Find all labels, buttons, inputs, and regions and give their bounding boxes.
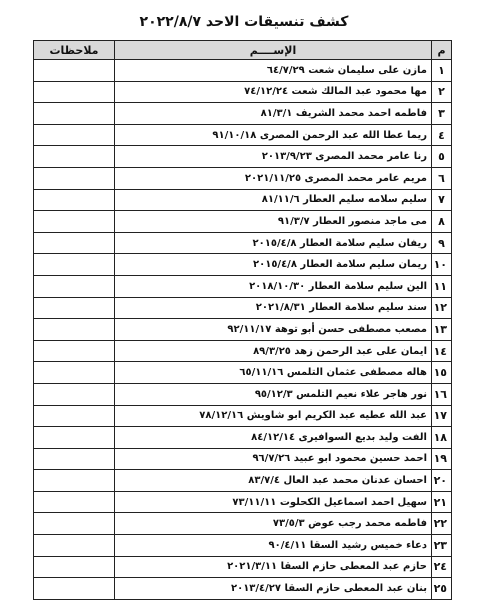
table-row <box>34 124 452 146</box>
row-number: ٢٢ <box>432 513 452 535</box>
row-number: ٨ <box>432 211 452 233</box>
table-row <box>34 427 452 449</box>
row-name: هاله مصطفى عثمان التلمس ٦٥/١١/١٦ <box>115 362 432 384</box>
row-name: عبد الله عطيه عبد الكريم ابو شاويش ٧٨/١٢/١٦ <box>115 405 432 427</box>
row-number: ٢ <box>432 81 452 103</box>
table-row <box>34 578 452 600</box>
row-name: سليم سلامه سليم العطار ٨١/١١/٦ <box>115 189 432 211</box>
row-number: ٢٠ <box>432 470 452 492</box>
row-number: ١٤ <box>432 340 452 362</box>
row-notes <box>34 275 115 297</box>
row-notes <box>34 513 115 535</box>
row-notes <box>34 405 115 427</box>
row-name: احمد حسين محمود ابو عبيد ٩٦/٧/٢٦ <box>115 448 432 470</box>
table-row <box>34 167 452 189</box>
row-number: ١٠ <box>432 254 452 276</box>
header-num: م <box>432 41 452 60</box>
row-name: حازم عبد المعطى حازم السقا ٢٠٢١/٣/١١ <box>115 556 432 578</box>
table-row <box>34 60 452 82</box>
table-row <box>34 189 452 211</box>
row-notes <box>34 167 115 189</box>
row-notes <box>34 578 115 600</box>
row-notes <box>34 470 115 492</box>
row-number: ٢١ <box>432 491 452 513</box>
table-row <box>34 448 452 470</box>
row-number: ٢٤ <box>432 556 452 578</box>
row-number: ٢٣ <box>432 535 452 557</box>
row-number: ١٣ <box>432 319 452 341</box>
row-name: فاطمه احمد محمد الشريف ٨١/٣/١ <box>115 103 432 125</box>
page-title: كشف تنسيقات الاحد ٢٠٢٢/٨/٧ <box>139 14 349 30</box>
row-name: ريما عطا الله عبد الرحمن المصرى ٩١/١٠/١٨ <box>115 124 432 146</box>
row-notes <box>34 103 115 125</box>
row-number: ١٩ <box>432 448 452 470</box>
table-row <box>34 405 452 427</box>
row-name: دعاء خميس رشيد السقا ٩٠/٤/١١ <box>115 535 432 557</box>
table-row <box>34 513 452 535</box>
row-notes <box>34 383 115 405</box>
row-number: ٩ <box>432 232 452 254</box>
row-name: مى ماجد منصور العطار ٩١/٣/٧ <box>115 211 432 233</box>
row-notes <box>34 254 115 276</box>
row-number: ١٦ <box>432 383 452 405</box>
row-notes <box>34 491 115 513</box>
row-number: ٦ <box>432 167 452 189</box>
row-number: ٧ <box>432 189 452 211</box>
table-row <box>34 254 452 276</box>
row-number: ١ <box>432 60 452 82</box>
row-name: مريم عامر محمد المصرى ٢٠٢١/١١/٢٥ <box>115 167 432 189</box>
table-row <box>34 362 452 384</box>
names-table <box>33 40 452 600</box>
table-row <box>34 383 452 405</box>
table-row <box>34 211 452 233</box>
row-name: مصعب مصطفى حسن أبو توهة ٩٢/١١/١٧ <box>115 319 432 341</box>
row-name: الفت وليد بديع السوافيرى ٨٤/١٢/١٤ <box>115 427 432 449</box>
table-row <box>34 103 452 125</box>
row-number: ١٢ <box>432 297 452 319</box>
row-name: مها محمود عبد المالك شعت ٧٤/١٢/٢٤ <box>115 81 432 103</box>
table-row <box>34 232 452 254</box>
row-notes <box>34 448 115 470</box>
row-number: ٥ <box>432 146 452 168</box>
row-name: مازن على سليمان شعت ٦٤/٧/٢٩ <box>115 60 432 82</box>
header-name: الإســــم <box>115 41 432 60</box>
row-notes <box>34 556 115 578</box>
row-number: ١٧ <box>432 405 452 427</box>
row-name: سهيل احمد اسماعيل الكحلوت ٧٣/١١/١١ <box>115 491 432 513</box>
row-name: رنا عامر محمد المصرى ٢٠١٣/٩/٢٣ <box>115 146 432 168</box>
row-name: بنان عبد المعطى حازم السقا ٢٠١٣/٤/٢٧ <box>115 578 432 600</box>
header-notes: ملاحظات <box>34 41 115 60</box>
row-notes <box>34 81 115 103</box>
row-notes <box>34 60 115 82</box>
table-row <box>34 146 452 168</box>
row-notes <box>34 340 115 362</box>
row-name: ريمان سليم سلامة العطار ٢٠١٥/٤/٨ <box>115 254 432 276</box>
row-number: ١٥ <box>432 362 452 384</box>
row-name: نور هاجر علاء نعيم التلمس ٩٥/١٢/٣ <box>115 383 432 405</box>
table-row <box>34 470 452 492</box>
row-number: ٤ <box>432 124 452 146</box>
row-name: احسان عدنان محمد عبد العال ٨٣/٧/٤ <box>115 470 432 492</box>
row-name: ايمان على عبد الرحمن زهد ٨٩/٣/٢٥ <box>115 340 432 362</box>
table-row <box>34 535 452 557</box>
row-number: ٣ <box>432 103 452 125</box>
table-row <box>34 491 452 513</box>
table-row <box>34 556 452 578</box>
row-name: سند سليم سلامة العطار ٢٠٢١/٨/٣١ <box>115 297 432 319</box>
table-body <box>34 60 452 600</box>
row-notes <box>34 362 115 384</box>
table-row <box>34 297 452 319</box>
row-name: ريفان سليم سلامة العطار ٢٠١٥/٤/٨ <box>115 232 432 254</box>
row-name: فاطمه محمد رجب عوض ٧٣/٥/٣ <box>115 513 432 535</box>
row-notes <box>34 427 115 449</box>
row-notes <box>34 189 115 211</box>
row-notes <box>34 319 115 341</box>
row-number: ٢٥ <box>432 578 452 600</box>
table-row <box>34 340 452 362</box>
table-row <box>34 81 452 103</box>
row-notes <box>34 211 115 233</box>
row-notes <box>34 232 115 254</box>
row-notes <box>34 124 115 146</box>
row-number: ١٨ <box>432 427 452 449</box>
row-notes <box>34 297 115 319</box>
row-notes <box>34 146 115 168</box>
row-name: الين سليم سلامة العطار ٢٠١٨/١٠/٣٠ <box>115 275 432 297</box>
table-row <box>34 319 452 341</box>
row-number: ١١ <box>432 275 452 297</box>
table-row <box>34 275 452 297</box>
row-notes <box>34 535 115 557</box>
table-header-row <box>34 41 452 60</box>
